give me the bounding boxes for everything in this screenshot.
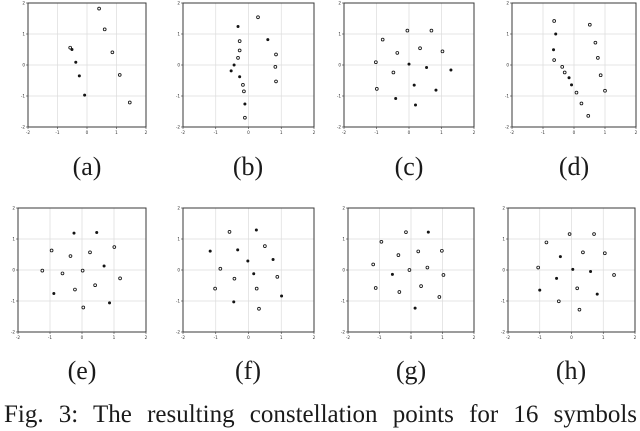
svg-text:0: 0	[506, 62, 509, 68]
scatter-plot-d	[500, 0, 640, 137]
svg-text:2: 2	[506, 0, 509, 6]
svg-text:0: 0	[22, 62, 25, 68]
svg-text:-2: -2	[509, 130, 515, 135]
svg-text:1: 1	[338, 31, 341, 37]
svg-text:1: 1	[440, 130, 443, 135]
svg-text:1: 1	[603, 130, 607, 135]
svg-text:2: 2	[144, 335, 148, 340]
svg-text:1: 1	[601, 335, 605, 340]
svg-text:1: 1	[115, 130, 118, 135]
scatter-plot-b	[171, 0, 319, 137]
svg-text:-2: -2	[504, 124, 509, 130]
svg-text:-1: -1	[504, 93, 509, 99]
svg-text:2: 2	[472, 335, 476, 340]
svg-text:0: 0	[177, 62, 180, 68]
svg-text:1: 1	[177, 236, 180, 242]
svg-text:-2: -2	[341, 130, 347, 135]
subplot-label-f: (f)	[235, 356, 261, 385]
svg-text:2: 2	[633, 335, 637, 340]
svg-text:0: 0	[247, 130, 250, 135]
svg-text:1: 1	[177, 31, 180, 37]
subplot-label-e: (e)	[67, 356, 97, 385]
scatter-plot-h-canvas	[496, 205, 640, 342]
svg-text:2: 2	[338, 0, 341, 6]
subplot-label-b: (b)	[232, 152, 264, 181]
svg-text:0: 0	[407, 130, 411, 135]
svg-text:-1: -1	[537, 335, 542, 340]
svg-text:-2: -2	[10, 329, 15, 335]
svg-text:2: 2	[12, 205, 15, 211]
scatter-plot-e	[6, 205, 151, 342]
svg-text:-1: -1	[175, 93, 180, 99]
svg-text:-2: -2	[175, 329, 180, 335]
svg-text:1: 1	[279, 335, 283, 340]
scatter-plot-d-canvas	[500, 0, 640, 137]
svg-text:0: 0	[409, 335, 413, 340]
svg-text:0: 0	[570, 335, 573, 340]
svg-text:0: 0	[572, 130, 576, 135]
svg-text:-1: -1	[175, 298, 180, 304]
svg-text:-1: -1	[374, 130, 379, 135]
svg-text:0: 0	[80, 335, 84, 340]
svg-text:0: 0	[85, 130, 89, 135]
subplot-label-c: (c)	[394, 152, 424, 181]
subplot-label-a: (a)	[72, 152, 102, 181]
svg-text:0: 0	[338, 62, 341, 68]
scatter-plot-c	[332, 0, 479, 137]
svg-text:-1: -1	[55, 130, 60, 135]
svg-text:2: 2	[177, 205, 180, 211]
svg-text:2: 2	[634, 130, 638, 135]
svg-text:2: 2	[502, 205, 505, 211]
svg-text:-2: -2	[345, 335, 351, 340]
subplot-label-h: (h)	[555, 356, 587, 385]
svg-text:-2: -2	[20, 124, 25, 130]
svg-text:1: 1	[279, 130, 283, 135]
scatter-plot-a	[16, 0, 151, 137]
subplot-label-g: (g)	[395, 356, 427, 385]
scatter-plot-f	[171, 205, 319, 342]
svg-text:-1: -1	[340, 298, 345, 304]
svg-text:-1: -1	[10, 298, 15, 304]
scatter-plot-c-canvas	[332, 0, 479, 137]
svg-text:-1: -1	[540, 130, 546, 135]
svg-text:-1: -1	[377, 335, 382, 340]
svg-text:1: 1	[506, 31, 509, 37]
svg-text:-1: -1	[213, 335, 218, 340]
svg-text:2: 2	[177, 0, 180, 6]
svg-text:-2: -2	[180, 130, 186, 135]
svg-text:-2: -2	[15, 335, 21, 340]
svg-text:-1: -1	[213, 130, 218, 135]
svg-text:0: 0	[12, 267, 15, 273]
svg-text:-2: -2	[25, 130, 31, 135]
scatter-plot-f-canvas	[171, 205, 319, 342]
svg-text:-1: -1	[20, 93, 25, 99]
svg-text:2: 2	[312, 335, 316, 340]
scatter-plot-h	[496, 205, 640, 342]
svg-text:2: 2	[22, 0, 25, 6]
svg-text:-1: -1	[336, 93, 341, 99]
scatter-plot-g-canvas	[336, 205, 479, 342]
svg-text:1: 1	[12, 236, 15, 242]
svg-text:0: 0	[502, 267, 505, 273]
svg-text:2: 2	[312, 130, 316, 135]
svg-text:1: 1	[342, 236, 345, 242]
svg-text:-1: -1	[47, 335, 53, 340]
svg-text:2: 2	[144, 130, 148, 135]
svg-text:-2: -2	[340, 329, 345, 335]
svg-text:2: 2	[472, 130, 476, 135]
scatter-plot-e-canvas	[6, 205, 151, 342]
svg-text:-2: -2	[175, 124, 180, 130]
svg-text:0: 0	[342, 267, 345, 273]
subplot-label-d: (d)	[558, 152, 590, 181]
svg-text:1: 1	[441, 335, 444, 340]
svg-text:0: 0	[247, 335, 250, 340]
svg-text:2: 2	[342, 205, 345, 211]
svg-text:1: 1	[22, 31, 25, 37]
scatter-plot-b-canvas	[171, 0, 319, 137]
svg-text:-2: -2	[336, 124, 341, 130]
figure-caption: Fig. 3: The resulting constellation points for 16 symbols	[4, 401, 637, 428]
svg-text:-1: -1	[500, 298, 505, 304]
svg-text:-2: -2	[500, 329, 505, 335]
svg-text:0: 0	[177, 267, 180, 273]
scatter-plot-a-canvas	[16, 0, 151, 137]
scatter-plot-g	[336, 205, 479, 342]
svg-text:1: 1	[112, 335, 116, 340]
svg-text:-2: -2	[505, 335, 511, 340]
svg-text:-2: -2	[180, 335, 186, 340]
svg-text:1: 1	[502, 236, 505, 242]
